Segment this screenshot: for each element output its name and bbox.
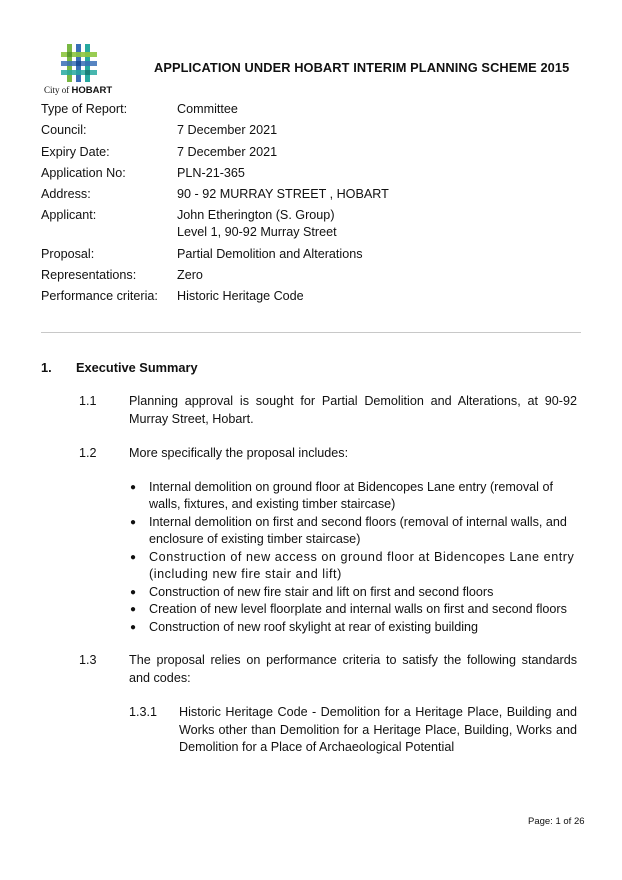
paragraph-number: 1.3.1	[129, 705, 158, 719]
meta-value: 7 December 2021	[177, 144, 278, 159]
list-item-text: Creation of new level floorplate and internal walls on first and second floors	[149, 602, 567, 617]
list-item-text: Construction of new fire stair and lift on first and second floors	[149, 584, 494, 599]
meta-row	[41, 144, 389, 161]
list-item	[129, 549, 577, 583]
paragraph-1-3-1	[129, 704, 577, 757]
paragraph-text: More specifically the proposal includes:	[129, 446, 349, 460]
meta-value: 7 December 2021	[177, 123, 278, 138]
meta-value: Historic Heritage Code	[177, 289, 304, 304]
meta-row	[41, 186, 389, 203]
logo-city-of: City of	[44, 85, 70, 95]
paragraph-text: Historic Heritage Code - Demolition for a Heritage Place, Building and Works other than Demolition for a Heritage Place, Building, Works and Demolition for a Place of Archaeological Potential	[179, 705, 577, 754]
city-of-hobart-logo	[44, 44, 120, 96]
meta-row	[41, 288, 389, 305]
list-item	[129, 619, 577, 636]
meta-label: Application No:	[41, 165, 126, 180]
bullet-icon: ●	[130, 604, 137, 616]
meta-row	[41, 246, 389, 263]
list-item	[129, 584, 577, 601]
applicant-address: Level 1, 90-92 Murray Street	[177, 225, 337, 240]
paragraph-number: 1.3	[79, 653, 97, 667]
meta-value: Committee	[177, 102, 238, 116]
page-number: Page: 1 of 26	[528, 816, 585, 827]
bullet-icon: ●	[130, 516, 137, 528]
paragraph-text: The proposal relies on performance criteria to satisfy the following standards and codes:	[129, 653, 577, 685]
meta-label: Performance criteria:	[41, 289, 158, 304]
list-item-text: Internal demolition on first and second floors (removal of internal walls, and enclosure of existing timber staircase)	[149, 514, 567, 547]
meta-label: Address:	[41, 187, 91, 202]
list-item-text: Construction of new access on ground floor at Bidencopes Lane entry (including new fire stair and lift)	[149, 549, 575, 582]
bullet-icon: ●	[130, 482, 137, 493]
application-details	[41, 101, 389, 310]
meta-row	[41, 122, 389, 139]
applicant-name: John Etherington (S. Group)	[177, 208, 335, 223]
bullet-icon: ●	[130, 622, 137, 634]
page-title: APPLICATION UNDER HOBART INTERIM PLANNING SCHEME 2015	[154, 60, 570, 75]
bullet-icon: ●	[130, 586, 137, 598]
meta-label: Council:	[41, 123, 87, 138]
meta-value: Zero	[177, 268, 203, 283]
list-item	[129, 479, 577, 513]
bullet-icon: ●	[130, 551, 137, 563]
list-item	[129, 601, 577, 618]
section-number: 1.	[41, 360, 52, 375]
meta-label: Representations:	[41, 268, 137, 283]
meta-row	[41, 165, 389, 182]
meta-value	[177, 207, 337, 241]
logo-wordmark	[44, 85, 120, 96]
paragraph-text: Planning approval is sought for Partial Demolition and Alterations, at 90-92 Murray Street, Hobart.	[129, 394, 577, 426]
paragraph-1-1	[79, 393, 577, 428]
meta-label: Proposal:	[41, 246, 95, 261]
city-logo-mark-icon	[61, 44, 97, 82]
paragraph-number: 1.1	[79, 394, 97, 408]
list-item	[129, 514, 577, 548]
proposal-bullet-list	[129, 479, 577, 637]
divider	[41, 332, 581, 333]
paragraph-1-2	[79, 445, 577, 463]
section-title: Executive Summary	[76, 360, 198, 375]
meta-label: Applicant:	[41, 208, 97, 223]
paragraph-number: 1.2	[79, 446, 97, 460]
meta-label: Type of Report:	[41, 102, 128, 116]
list-item-text: Internal demolition on ground floor at Bidencopes Lane entry (removal of walls, fixtures, and existing timber staircase)	[149, 480, 553, 512]
meta-row	[41, 267, 389, 284]
meta-value: 90 - 92 MURRAY STREET , HOBART	[177, 187, 389, 202]
meta-value: PLN-21-365	[177, 165, 245, 180]
meta-label: Expiry Date:	[41, 144, 110, 159]
paragraph-1-3	[79, 652, 577, 687]
meta-row	[41, 101, 389, 118]
meta-value: Partial Demolition and Alterations	[177, 246, 363, 261]
logo-hobart: HOBART	[71, 85, 113, 96]
list-item-text: Construction of new roof skylight at rear of existing building	[149, 620, 479, 635]
section-heading	[41, 360, 198, 375]
meta-row	[41, 207, 389, 241]
